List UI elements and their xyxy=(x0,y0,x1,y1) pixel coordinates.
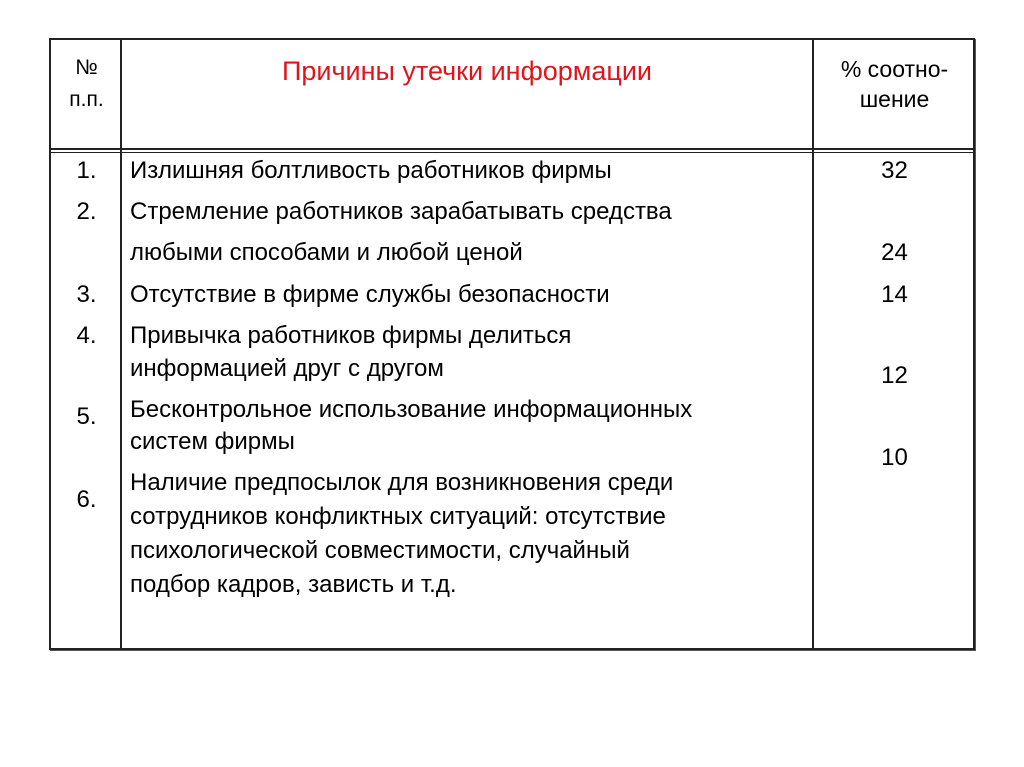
table-title: Причины утечки информации xyxy=(281,56,653,86)
row-number: 5. xyxy=(76,403,97,430)
reason-line: Привычка работников фирмы делиться xyxy=(130,322,572,349)
header-number-symbol: № xyxy=(75,56,98,79)
row-number: 6. xyxy=(76,486,97,513)
reason-line: информацией друг с другом xyxy=(130,355,444,382)
row-number: 4. xyxy=(76,322,97,349)
row-number: 1. xyxy=(76,157,97,184)
header-percent-line1: % соотно- xyxy=(840,56,949,82)
reason-line: подбор кадров, зависть и т.д. xyxy=(130,571,457,598)
reason-line: Стремление работников зарабатывать средства xyxy=(130,198,672,225)
percent-value: 24 xyxy=(881,239,908,266)
header-number-abbrev: п.п. xyxy=(69,88,104,111)
reason-line: Излишняя болтливость работников фирмы xyxy=(130,157,612,184)
row-number: 3. xyxy=(76,281,97,308)
row-number: 2. xyxy=(76,198,97,225)
reason-line: психологической совместимости, случайный xyxy=(130,537,630,564)
reason-line: Наличие предпосылок для возникновения среди xyxy=(130,469,674,496)
header-percent-cell xyxy=(814,40,975,148)
reason-line: сотрудников конфликтных ситуаций: отсутствие xyxy=(130,503,666,530)
reason-line: Отсутствие в фирме службы безопасности xyxy=(130,281,610,308)
reason-line: любыми способами и любой ценой xyxy=(130,239,523,266)
header-number-cell xyxy=(51,40,122,148)
reason-line: Бесконтрольное использование информационных xyxy=(130,396,693,423)
header-divider xyxy=(51,148,973,153)
header-title-cell xyxy=(122,40,812,148)
percent-value: 14 xyxy=(881,281,908,308)
reasons-table xyxy=(49,38,975,650)
percent-value: 10 xyxy=(881,444,908,471)
reason-line: систем фирмы xyxy=(130,428,295,455)
percent-value: 32 xyxy=(881,157,908,184)
percent-value: 12 xyxy=(881,362,908,389)
header-percent-line2: шение xyxy=(859,86,930,112)
